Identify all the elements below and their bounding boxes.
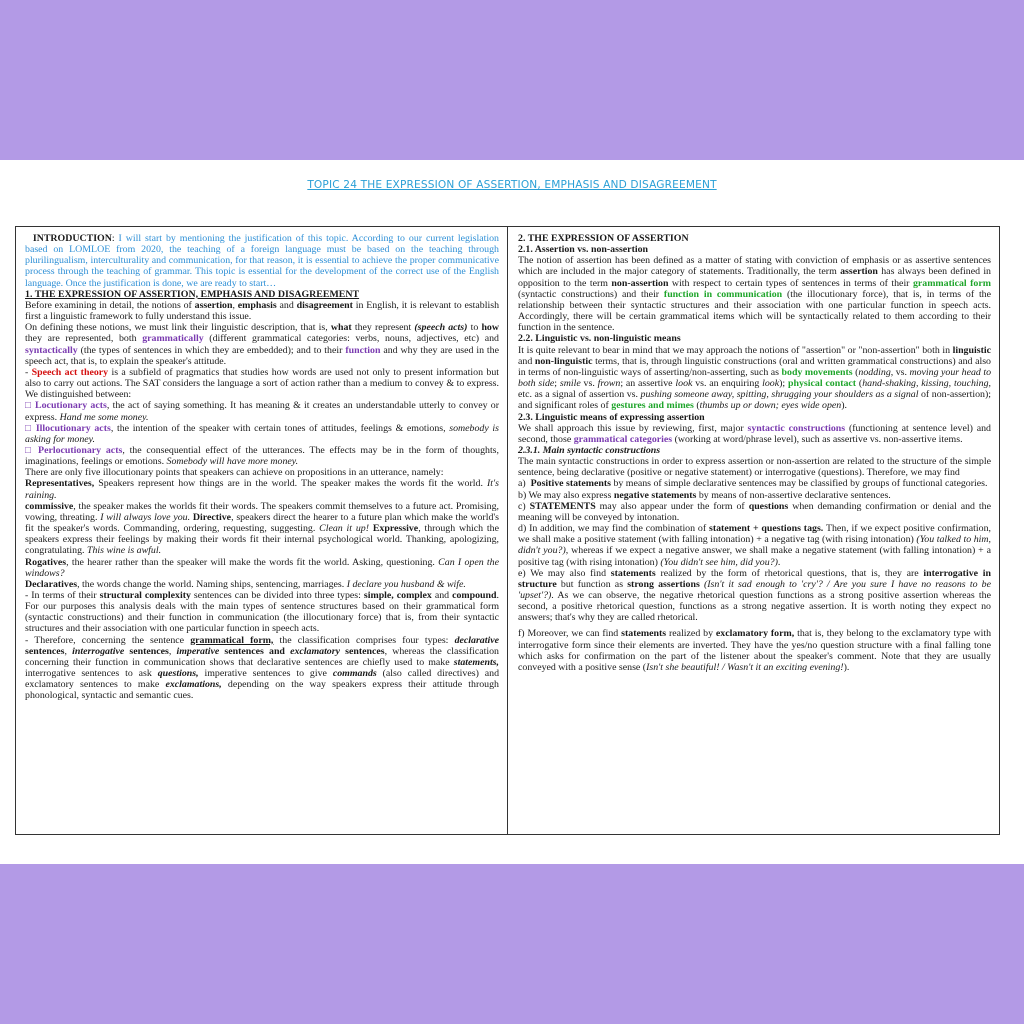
left-body: Before examining in detail, the notions of assertion, emphasis and disagreement in English, it is relevant to establish first a linguistic framework to fully understand this issue. On defining these notions, we must link their linguistic description, that is, what they represent (speech acts) to how they are represented, both grammatically (different grammatical categories: verbs, nouns, adjectives, etc) and syntactically (the types of sentences in which they are embedded); and to their function and why they are used in the speech act, that is, to explain the speaker's attitude. - Speech act theory is a subfield of pragmatics that studies how words are used not only to present information but also to carry out actions. The SAT considers the language a sort of action rather than a medium to convey & to express. We distinguished between: □ Locutionary acts, the act of saying something. It has meaning & it creates an understandable utterly to convey or express. Hand me some money. □ Illocutionary acts, the intention of the speaker with certain tones of attitudes, feelings & emotions, somebody is asking for money. □ Perlocutionary acts, the consequential effect of the utterances. The effects may be in the form of thoughts, imaginations, feelings or emotions. Somebody will have more money. There are only five illocutionary points that speakers can achieve on propositions in an utterance, namely: Representatives, Speakers represent how things are in the world. The speaker makes the words fit the world. It's raining. commissive, the speaker makes the worlds fit their words. The speakers commit themselves to a future act. Promising, vowing, threating. I will always love you. Directive, speakers direct the hearer to a future plan which make the world's fit the speaker's words. Commanding, ordering, requesting, suggesting. Clean it up! Expressive, through which the speakers express their feelings by making their words fit their internal psychological world. Thanking, apologizing, congratulating. This wine is awful. Rogatives, the hearer rather than the speaker will make the words fit the world. Asking, questioning. Can I open the windows? Declaratives, the words change the world. Naming ships, sentencing, marriages. I declare you husband & wife. - In terms of their structural complexity sentences can be divided into three types: simple, complex and compound. For our purposes this analysis deals with the main types of sentence structures based on their grammatical form (syntactic constructions) and their function in communication (the illocutionary force) that is, from their syntactic structures and their association with one particular function in speech acts. - Therefore, concerning the sentence grammatical form, the classification comprises four types: declarative sentences, interrogative sentences, imperative sentences and exclamatory sentences, whereas the classification concerning their function in communication shows that declarative sentences are chiefly used to make statements, interrogative sentences to ask questions, imperative sentences to give commands (also called directives) and exclamatory sentences to make exclamations, depending on the way speakers express their attitude through phonological, syntactic and semantic cues. <box>25 299 500 702</box>
right-column <box>507 226 1000 835</box>
section-2-1-heading: 2.1. Assertion vs. non-assertion <box>518 244 649 256</box>
document-title: TOPIC 24 THE EXPRESSION OF ASSERTION, EMPHASIS AND DISAGREEMENT <box>307 179 717 191</box>
intro-text: I will start by mentioning the justification of this topic. According to our current legislation based on LOMLOE from 2020, the teaching of a foreign language must be based on the teaching through plurilingualism, interculturality and communication, for that reason, it is essential to achieve the proper communicative process through the teaching of grammar. This topic is essential for the development of the correct use of the English language. Once the justification is done, we are ready to start… <box>25 233 499 289</box>
intro-label: INTRODUCTION <box>32 233 112 244</box>
section-2-3-1-body: The main syntactic constructions in order to express assertion or non-assertion are related to the structure of the simple sentence, being declarative (positive or negative statement) or interrogative (questions). Therefore, we may find a) Positive statements by means of simple declarative sentences may be classified by groups of functional categories. b) We may also express negative statements by means of non-assertive declarative sentences. c) STATEMENTS may also appear under the form of questions when demanding confirmation or denial and the meaning will be conveyed by intonation. d) In addition, we may find the combination of statement + questions tags. Then, if we expect positive confirmation, we shall make a positive statement (with falling intonation) + a negative tag (with rising intonation) (You talked to him, didn't you?), whereas if we expect a negative answer, we shall make a negative statement (with falling intonation) + a positive tag (with rising intonation) (You didn't see him, did you?). e) We may also find statements realized by the form of rhetorical questions, that is, they are interrogative in structure but function as strong assertions (Isn't it sad enough to 'cry'? / Are you sure I have no reasons to be 'upset'?). As we can observe, the negative rhetorical question functions as a strong positive assertion whereas the second, a positive rhetorical question, functions as a strong negative assertion. It is worth noting they expect no answers; that's why they are called rhetorical. <box>518 456 991 624</box>
left-column <box>15 226 508 835</box>
section-2-1-body: The notion of assertion has been defined as a matter of stating with conviction of emphasis or as assertive sentences which are included in the major category of statements. Traditionally, the term assertion has always been defined in opposition to the term non-assertion with respect to certain types of sentences in terms of their grammatical form (syntactic constructions) and their function in communication (the illocutionary force), that is, in terms of the relationship between their syntactic structures and their association with one particular function in speech acts. Accordingly, there will be certain grammatical items which will be syntactically related to them according to their function in the sentence. <box>518 255 992 334</box>
section-2-2-body: It is quite relevant to bear in mind that we may approach the notions of "assertion" or "non-assertion" both in linguistic and non-linguistic terms, that is, through linguistic constructions (oral and written grammatical constructions) and also in terms of non-linguistic ways of asserting/non-asserting, such as body movements (nodding, vs. moving your head to both side; smile vs. frown; an assertive look vs. an enquiring look); physical contact (hand-shaking, kissing, touching, etc. as a signal of assertion vs. pushing someone away, spitting, shrugging your shoulders as a signal of non-assertion); and significant roles of gestures and mimes (thumbs up or down; eyes wide open). <box>518 344 992 412</box>
document-page <box>0 160 1024 864</box>
section-2-3-1-body-f: f) Moreover, we can find statements realized by exclamatory form, that is, they belong to the exclamatory type with interrogative form since their elements are inverted. They have the yes/no question structure with a final falling tone which asks for confirmation on the part of the listener about the speaker's comment. Note that they are usually conveyed with a positive sense (Isn't she beautiful! / Wasn't it an exciting evening!). <box>518 628 992 673</box>
section-2-3-heading: 2.3. Linguistic means of expressing assertion <box>518 411 705 423</box>
section-1-heading: 1. THE EXPRESSION OF ASSERTION, EMPHASIS AND DISAGREEMENT <box>25 288 360 300</box>
section-2-3-body: We shall approach this issue by reviewing, first, major syntactic constructions (functioning at sentence level) and second, those grammatical categories (working at word/phrase level), such as assertive vs. non-assertive items. <box>518 422 991 445</box>
section-2-3-1-heading: 2.3.1. Main syntactic constructions <box>518 444 661 456</box>
section-2-heading: 2. THE EXPRESSION OF ASSERTION <box>518 233 689 244</box>
section-2-2-heading: 2.2. Linguistic vs. non-linguistic means <box>518 333 681 345</box>
introduction-paragraph: INTRODUCTION: I will start by mentioning the justification of this topic. According to our current legislation based on LOMLOE from 2020, the teaching of a foreign language must be based on the teaching through plurilingualism, interculturality and communication, for that reason, it is essential to achieve the proper communicative process through the teaching of grammar. This topic is essential for the development of the correct use of the English language. Once the justification is done, we are ready to start… <box>25 233 499 289</box>
